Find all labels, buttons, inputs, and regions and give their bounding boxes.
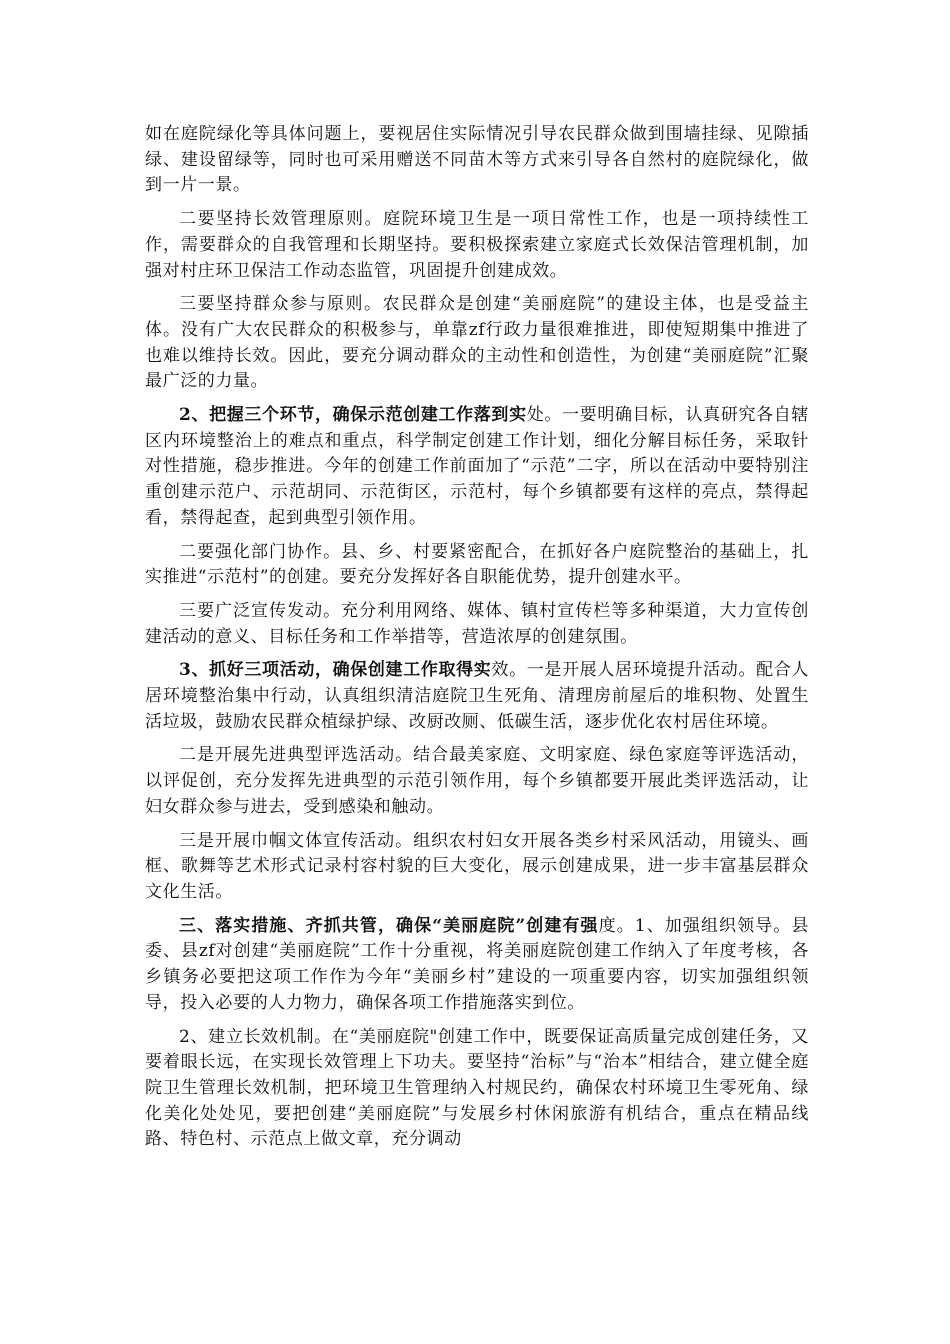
paragraph-9 xyxy=(145,829,809,906)
paragraph-2-text: 二要坚持长效管理原则。庭院环境卫生是一项日常性工作，也是一项持续性工作，需要群众的自我管理和长期坚持。要积极探索建立家庭式长效保洁管理机制，加强对村庄环卫保洁工作动态监管，巩固提升创建成效。 xyxy=(145,209,809,281)
paragraph-11 xyxy=(145,1025,809,1154)
paragraph-10 xyxy=(145,914,809,1017)
paragraph-11-text: 2、建立长效机制。在“美丽庭院"创建工作中，既要保证高质量完成创建任务，又要着眼长远，在实现长效管理上下功夫。要坚持“治标”与“治本”相结合，建立健全庭院卫生管理长效机制，把环境卫生管理纳入村规民约，确保农村环境卫生零死角、绿化美化处处见，要把创建“美丽庭院”与发展乡村休闲旅游有机结合，重点在精品线路、特色村、示范点上做文章，充分调动 xyxy=(145,1026,809,1150)
paragraph-5-text: 二要强化部门协作。县、乡、村要紧密配合，在抓好各户庭院整治的基础上，扎实推进“示范村”的创建。要充分发挥好各自职能优势，提升创建水平。 xyxy=(145,541,809,588)
section-heading-three: 三、落实措施、齐抓共管，确保“美丽庭院”创建有强 xyxy=(179,915,599,936)
paragraph-8 xyxy=(145,743,809,820)
paragraph-4-text: 处。一要明确目标，认真研究各自辖区内环境整治上的难点和重点，科学制定创建工作计划，细化分解目标任务，采取针对性措施，稳步推进。今年的创建工作前面加了“示范”二字，所以在活动中要特别注重创建示范户、示范胡同、示范街区，示范村，每个乡镇都要有这样的亮点，禁得起看，禁得起查，起到典型引领作用。 xyxy=(145,405,810,528)
paragraph-9-text: 三是开展巾帼文体宣传活动。组织农村妇女开展各类乡村采风活动，用镜头、画框、歌舞等艺术形式记录村容村貌的巨大变化，展示创建成果，进一步丰富基层群众文化生活。 xyxy=(145,830,809,902)
paragraph-2 xyxy=(145,207,809,284)
paragraph-10-text: 度。1、加强组织领导。县委、县zf对创建“美丽庭院”工作十分重视，将美丽庭院创建工作纳入了年度考核，各乡镇务必要把这项工作作为今年“美丽乡村”建设的一项重要内容，切实加强组织领导，投入必要的人力物力，确保各项工作措施落实到位。 xyxy=(145,915,809,1013)
paragraph-6 xyxy=(145,599,809,650)
paragraph-3 xyxy=(145,292,809,395)
section-heading-2: 2、把握三个环节，确保示范创建工作落到实 xyxy=(179,405,527,426)
paragraph-5 xyxy=(145,540,809,591)
paragraph-1-text: 如在庭院绿化等具体问题上，要视居住实际情况引导农民群众做到围墙挂绿、见隙插绿、建设留绿等，同时也可采用赠送不同苗木等方式来引导各自然村的庭院绿化，做到一片一景。 xyxy=(145,124,809,196)
paragraph-6-text: 三要广泛宣传发动。充分利用网络、媒体、镇村宣传栏等多种渠道，大力宣传创建活动的意义、目标任务和工作举措等，营造浓厚的创建氛围。 xyxy=(145,600,809,647)
paragraph-7 xyxy=(145,658,809,735)
paragraph-3-text: 三要坚持群众参与原则。农民群众是创建“美丽庭院”的建设主体，也是受益主体。没有广大农民群众的积极参与，单靠zf行政力量很难推进，即使短期集中推进了也难以维持长效。因此，要充分调动群众的主动性和创造性，为创建“美丽庭院”汇聚最广泛的力量。 xyxy=(145,294,809,392)
paragraph-8-text: 二是开展先进典型评选活动。结合最美家庭、文明家庭、绿色家庭等评选活动，以评促创，充分发挥先进典型的示范引领作用，每个乡镇都要开展此类评选活动，让妇女群众参与进去，受到感染和触动。 xyxy=(145,745,809,817)
paragraph-7-text: 效。一是开展人居环境提升活动。配合人居环境整治集中行动，认真组织清洁庭院卫生死角、清理房前屋后的堆积物、处置生活垃圾，鼓励农民群众植绿护绿、改厨改厕、低碳生活，逐步优化农村居住环境。 xyxy=(145,660,809,732)
document-page xyxy=(145,122,809,1161)
paragraph-1 xyxy=(145,122,809,199)
paragraph-4 xyxy=(145,403,809,532)
section-heading-3: 3、抓好三项活动，确保创建工作取得实 xyxy=(179,660,492,681)
